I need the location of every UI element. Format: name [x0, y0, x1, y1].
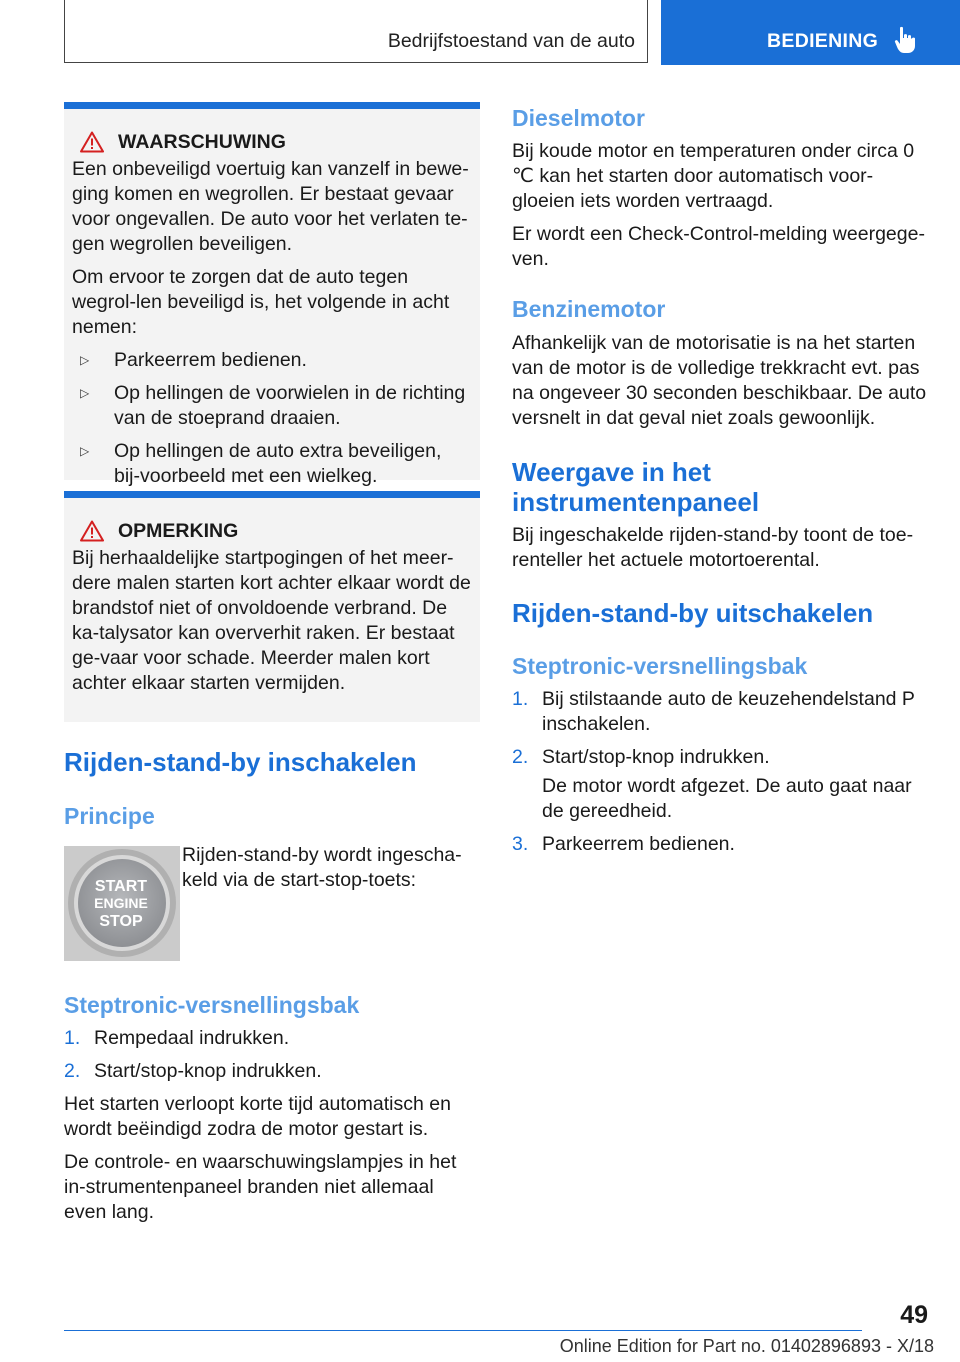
heading-principe: Principe — [64, 803, 155, 829]
button-label-stop: STOP — [99, 913, 143, 930]
start-stop-button-image — [64, 846, 180, 961]
footer-divider — [64, 1330, 862, 1331]
paragraph-diesel: Bij koude motor en temperaturen onder circa 0 ℃ kan het starten door automatisch voor-gloeien iets worden vertraagd. — [512, 140, 915, 212]
paragraph-verloop: Het starten verloopt korte tijd automatisch en wordt beëindigd zodra de motor gestart is. — [64, 1093, 451, 1140]
list-item: 1. Rempedaal indrukken. — [64, 1027, 290, 1049]
footer-edition: Online Edition for Part no. 01402896893 - X/18 — [559, 1336, 934, 1356]
heading-weergave: Weergave in het instrumentenpaneel — [512, 457, 760, 517]
list-item: ▷ Op hellingen de auto extra beveiligen, bij-voorbeeld met een wielkeg. — [72, 439, 472, 489]
warning-triangle-icon — [80, 131, 104, 153]
warning-title: WAARSCHUWING — [118, 130, 286, 153]
header-section-box — [64, 0, 648, 63]
paragraph-lampjes: De controle- en waarschuwingslampjes in het in-strumentenpaneel branden niet allemaal even lang. — [64, 1151, 457, 1223]
heading-inschakelen: Rijden-stand-by inschakelen — [64, 747, 417, 777]
button-label-engine: ENGINE — [94, 895, 148, 911]
heading-steptronic-right: Steptronic-versnellingsbak — [512, 653, 808, 679]
heading-uitschakelen: Rijden-stand-by uitschakelen — [512, 598, 874, 628]
list-item: ▷ Parkeerrem bedienen. — [72, 348, 472, 373]
header-chapter-tab[interactable] — [661, 0, 960, 65]
heading-steptronic-left: Steptronic-versnellingsbak — [64, 992, 360, 1018]
header-chapter-label: BEDIENING — [767, 30, 879, 52]
note-title: OPMERKING — [118, 519, 239, 542]
list-item: 1. Bij stilstaande auto de keuzehendelstand P inschakelen. — [512, 688, 915, 735]
bullet-triangle-icon: ▷ — [80, 353, 90, 367]
step-subtext: De motor wordt afgezet. De auto gaat naar de gereedheid. — [542, 775, 912, 822]
heading-diesel: Dieselmotor — [512, 105, 645, 131]
warning-paragraph: Een onbeveiligd voertuig kan vanzelf in bewe-ging komen en wegrollen. Er bestaat gevaar voor ongevallen. De auto voor het verlaten te-gen wegrollen beveiligen. — [72, 158, 469, 255]
bullet-triangle-icon: ▷ — [80, 386, 90, 400]
principe-text: Rijden-stand-by wordt ingescha-keld via de start-stop-toets: — [182, 844, 462, 891]
paragraph-benzine: Afhankelijk van de motorisatie is na het starten van de motor is de volledige trekkracht evt. pas na ongeveer 30 seconden beschikbaar. De auto versnelt in dat geval niet zoals gewoonlijk. — [512, 332, 927, 429]
list-item: 2. Start/stop-knop indrukken. — [64, 1060, 322, 1082]
page-number: 49 — [900, 1301, 928, 1329]
warning-triangle-icon — [80, 520, 104, 542]
header-section-title: Bedrijfstoestand van de auto — [387, 30, 635, 52]
list-item: 3. Parkeerrem bedienen. — [512, 833, 735, 855]
warning-box — [64, 102, 480, 487]
list-item: ▷ Op hellingen de voorwielen in de richting van de stoeprand draaien. — [72, 381, 472, 431]
note-paragraph: Bij herhaaldelijke startpogingen of het meer-dere malen starten kort achter elkaar wordt de brandstof niet of onvoldoende verbrand. De ka-talysator kan oververhit raken. Er bestaat ge-vaar voor schade. Meerder malen kort achter elkaar starten vermijden. — [72, 547, 471, 694]
bullet-triangle-icon: ▷ — [80, 444, 90, 458]
button-label-start: START — [94, 878, 148, 895]
note-box — [64, 491, 480, 722]
heading-benzine: Benzinemotor — [512, 296, 666, 322]
pointing-hand-icon — [894, 26, 916, 54]
warning-paragraph: Om ervoor te zorgen dat de auto tegen wegrol-len beveiligd is, het volgende in acht nemen: — [72, 266, 450, 338]
paragraph-weergave: Bij ingeschakelde rijden-stand-by toont de toe-renteller het actuele motortoerental. — [512, 524, 914, 571]
paragraph-diesel: Er wordt een Check-Control-melding weergege-ven. — [512, 223, 925, 270]
list-item: 2. Start/stop-knop indrukken. — [512, 746, 770, 768]
